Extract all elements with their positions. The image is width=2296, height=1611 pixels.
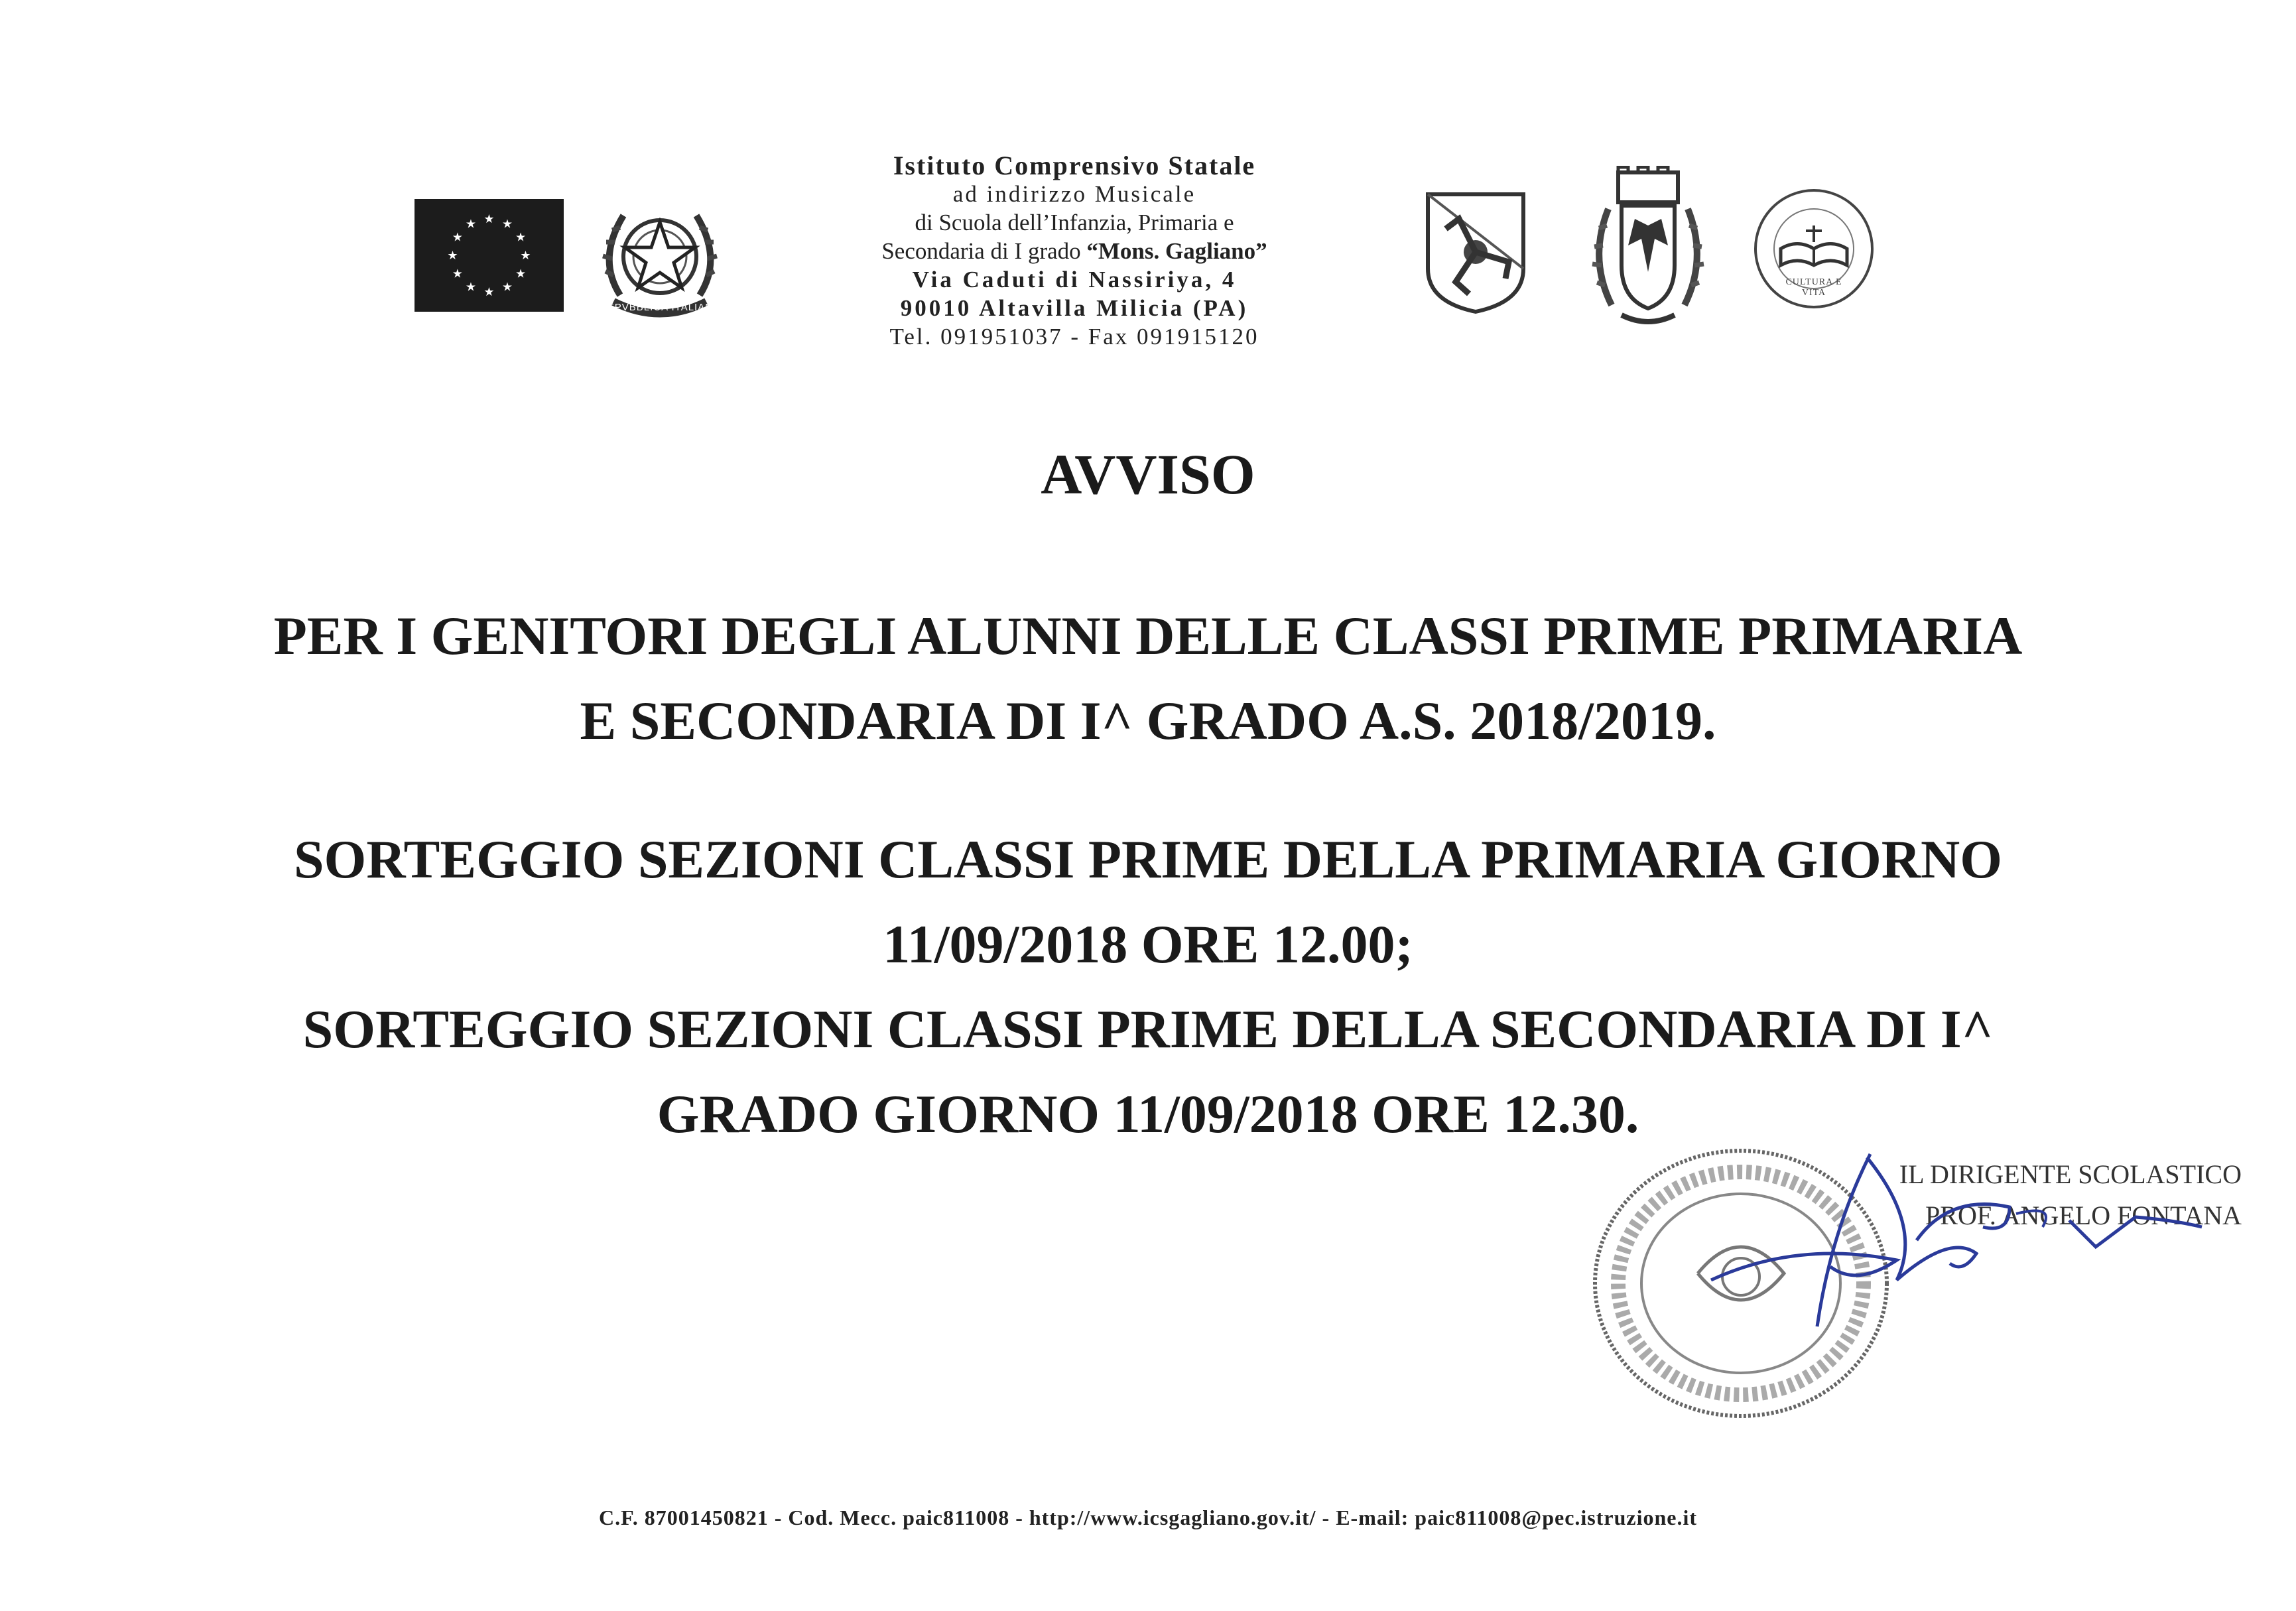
eu-star-icon: ★	[483, 285, 495, 298]
sicily-region-crest	[1423, 189, 1529, 315]
header-institute-name: Istituto Comprensivo Statale	[893, 151, 1256, 180]
schedule-line-2: 11/09/2018 ORE 12.00;	[883, 914, 1413, 974]
eu-flag-icon	[415, 199, 564, 312]
header-phone-fax: Tel. 091951037 - Fax 091915120	[889, 324, 1259, 350]
eu-flag-logo	[415, 199, 564, 312]
header-musical: ad indirizzo Musicale	[952, 181, 1196, 207]
header-grade-prefix: Secondaria di I grado	[881, 238, 1087, 264]
header-address: Via Caduti di Nassiriya, 4	[912, 267, 1237, 292]
signer-role: IL DIRIGENTE SCOLASTICO	[1899, 1159, 2242, 1189]
eu-star-icon: ★	[483, 212, 495, 226]
schedule-line-3: SORTEGGIO SEZIONI CLASSI PRIME DELLA SECONDARIA DI I^	[302, 999, 1994, 1059]
notice-title: AVVISO	[1041, 442, 1255, 506]
eu-star-icon: ★	[515, 230, 527, 244]
signer-name: PROF. ANGELO FONTANA	[1925, 1200, 2242, 1230]
school-header	[783, 151, 1366, 351]
header-city: 90010 Altavilla Milicia (PA)	[900, 295, 1249, 321]
italian-republic-emblem	[594, 196, 726, 322]
emblem-ribbon-text: REPVBBLICA ITALIANA	[599, 302, 721, 313]
schedule-line-1: SORTEGGIO SEZIONI CLASSI PRIME DELLA PRIMARIA GIORNO	[293, 829, 2003, 889]
eu-star-icon: ★	[447, 249, 458, 262]
handwritten-signature	[1698, 1128, 2242, 1346]
signature-scribble-icon	[1698, 1128, 2242, 1346]
header-school-name: “Mons. Gagliano”	[1086, 238, 1267, 264]
eu-star-icon: ★	[501, 280, 513, 294]
notice-audience	[0, 594, 2296, 763]
eu-star-icon: ★	[501, 217, 513, 231]
audience-line-2: E SECONDARIA DI I^ GRADO A.S. 2018/2019.	[580, 690, 1716, 751]
eu-star-icon: ★	[465, 217, 477, 231]
header-school-grade	[783, 237, 1366, 265]
seal-motto-text: CULTURA E VITA	[1785, 277, 1842, 298]
trinacria-crest-icon	[1423, 189, 1529, 315]
audience-line-1: PER I GENITORI DEGLI ALUNNI DELLE CLASSI PRIME PRIMARIA	[273, 606, 2023, 666]
eu-star-icon: ★	[452, 230, 463, 244]
notice-schedule	[0, 817, 2296, 1157]
eu-star-icon: ★	[520, 249, 531, 262]
school-seal-logo	[1748, 186, 1880, 312]
eu-star-icon: ★	[452, 267, 463, 281]
eu-star-icon: ★	[465, 280, 477, 294]
schedule-line-4: GRADO GIORNO 11/09/2018 ORE 12.30.	[657, 1084, 1639, 1144]
header-school-types: di Scuola dell’Infanzia, Primaria e	[915, 210, 1234, 235]
footer-contact-info: C.F. 87001450821 - Cod. Mecc. paic811008 - http://www.icsgagliano.gov.it/ - E-mail: paic811008@pec.istruzione.it	[598, 1506, 1698, 1529]
eu-star-icon: ★	[515, 267, 527, 281]
eagle-crown-crest-icon	[1582, 166, 1714, 332]
municipal-crest	[1582, 166, 1714, 332]
